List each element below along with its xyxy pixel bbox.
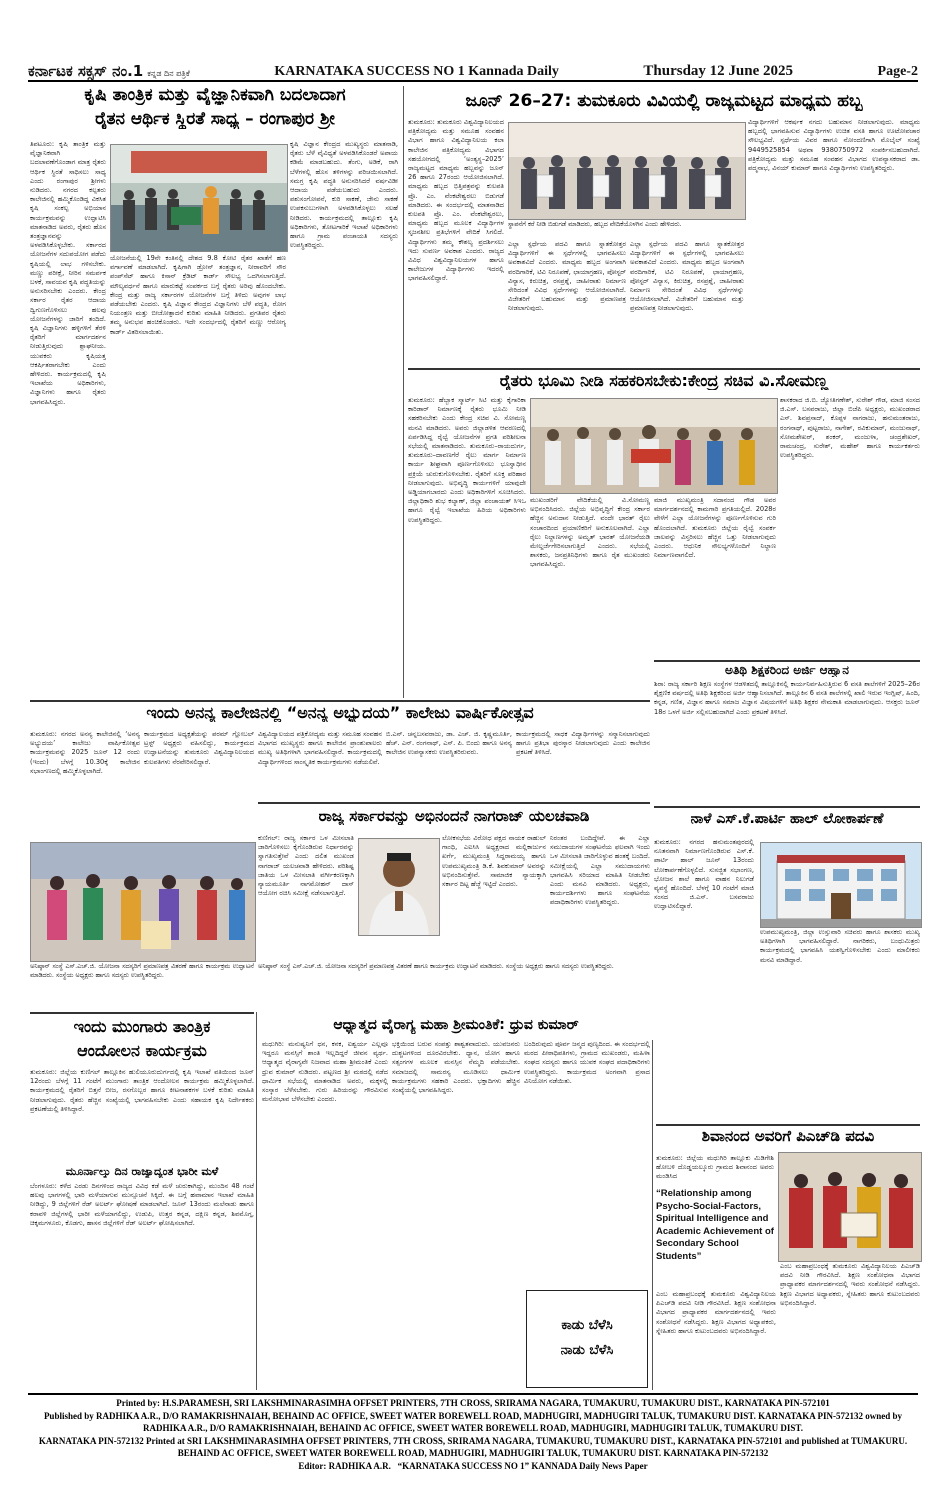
divider	[403, 86, 404, 698]
a2-photo	[508, 122, 746, 220]
a1-headline-2: ರೈತನ ಆರ್ಥಿಕ ಸ್ಥಿರತೆ ಸಾಧ್ಯ – ರಂಗಾಪುರ ಶ್ರೀ	[95, 110, 335, 129]
divider	[30, 1012, 254, 1014]
a7-headline: ನಾಳೆ ಎಸ್.ಕೆ.ಪಾರ್ಟಿ ಹಾಲ್ ಲೋಕಾರ್ಪಣೆ	[690, 812, 884, 827]
a5-body-col3: ವಿಶ್ವವಿದ್ಯಾಲಯದ ಪತ್ರಿಕೋದ್ಯಮ ಮತ್ತು ಸಮೂಹ ಸಂವಹನ ವಿಭಾಗದ ಮುಖ್ಯಸ್ಥರು ಹಾಗೂ ಕಾಲೇಜಿನ ಪ್ರಾಂಶುಪಾಲರು ಮುಖ್ಯ ಅತಿಥಿಗಳಾಗಿ ಭಾಗವಹಿಸಲಿದ್ದಾರೆ. ಕಾರ್ಯಕ್ರಮದಲ್ಲಿ ವಿದ್ಯಾರ್ಥಿಗಳಿಂದ ಸಾಂಸ್ಕೃತಿಕ ಕಾರ್ಯಕ್ರಮಗಳು ನಡೆಯಲಿವೆ.	[258, 730, 382, 766]
a1-body-col1: ತಿಪಟೂರು: ಕೃಷಿ ತಾಂತ್ರಿಕ ಮತ್ತು ವೈಜ್ಞಾನಿಕವಾಗಿ ಬದಲಾವಣೆಗೊಂಡಾಗ ಮಾತ್ರ ರೈತರು ಆರ್ಥಿಕ ಸ್ಥಿರತೆ ಸಾಧಿಸಲು ಸಾಧ್ಯ ಎಂದು ರಂಗಾಪುರ ಶ್ರೀಗಳು ನುಡಿದರು. ನಗರದ ಕಲ್ಪತರು ಕಾಲೇಜಿನಲ್ಲಿ ಹಮ್ಮಿಕೊಂಡಿದ್ದ ವಿಕಸಿತ ಕೃಷಿ ಸಂಕಲ್ಪ ಅಭಿಯಾನ ಕಾರ್ಯಕ್ರಮವನ್ನು ಉದ್ಘಾಟಿಸಿ ಮಾತನಾಡಿದ ಅವರು, ರೈತರು ಹೊಸ ತಂತ್ರಜ್ಞಾನವನ್ನು ಅಳವಡಿಸಿಕೊಳ್ಳಬೇಕು. ಸರ್ಕಾರದ ಯೋಜನೆಗಳ ಸದುಪಯೋಗ ಪಡೆದು ಕೃಷಿಯಲ್ಲಿ ಲಾಭ ಗಳಿಸಬೇಕು. ಮಣ್ಣು ಪರೀಕ್ಷೆ, ನೀರಿನ ಸಮರ್ಪಕ ಬಳಕೆ, ಸಾವಯವ ಕೃಷಿ ಪದ್ಧತಿಯನ್ನು ಅನುಸರಿಸಬೇಕು ಎಂದರು. ಕೇಂದ್ರ ಸರ್ಕಾರ ರೈತರ ಆದಾಯ ದ್ವಿಗುಣಗೊಳಿಸಲು ಹಲವು ಯೋಜನೆಗಳನ್ನು ಜಾರಿಗೆ ತಂದಿದೆ. ಕೃಷಿ ವಿಜ್ಞಾನಿಗಳು ಹಳ್ಳಿಗಳಿಗೆ ತೆರಳಿ ರೈತರಿಗೆ ಮಾರ್ಗದರ್ಶನ ನೀಡುತ್ತಿರುವುದು ಶ್ಲಾಘನೀಯ. ಯುವಕರು ಕೃಷಿಯತ್ತ ಆಕರ್ಷಿತರಾಗಬೇಕು ಎಂದು ಹೇಳಿದರು. ಕಾರ್ಯಕ್ರಮದಲ್ಲಿ ಕೃಷಿ ಇಲಾಖೆಯ ಅಧಿಕಾರಿಗಳು, ವಿಜ್ಞಾನಿಗಳು ಹಾಗೂ ರೈತರು ಭಾಗವಹಿಸಿದ್ದರು.	[30, 140, 106, 406]
a1-body-col3: ಕೃಷಿ ವಿಜ್ಞಾನ ಕೇಂದ್ರದ ಮುಖ್ಯಸ್ಥರು ಮಾತನಾಡಿ, ರೈತರು ಬೆಳೆ ವೈವಿಧ್ಯತೆ ಅಳವಡಿಸಿಕೊಂಡರೆ ಅಪಾಯ ಕಡಿಮೆ ಮಾಡಬಹುದು. ತೆಂಗು, ಅಡಿಕೆ, ರಾಗಿ ಬೆಳೆಗಳಲ್ಲಿ ಹೊಸ ತಳಿಗಳನ್ನು ಪರಿಚಯಿಸಲಾಗಿದೆ. ಸಮಗ್ರ ಕೃಷಿ ಪದ್ಧತಿ ಅನುಸರಿಸಿದರೆ ವರ್ಷವಿಡೀ ಆದಾಯ ಪಡೆಯಬಹುದು ಎಂದರು. ಪಶುಸಂಗೋಪನೆ, ಕುರಿ ಸಾಕಣೆ, ಜೇನು ಸಾಕಣೆ ಉಪಕಸುಬುಗಳಾಗಿ ಅಳವಡಿಸಿಕೊಳ್ಳಲು ಸಲಹೆ ನೀಡಿದರು. ಕಾರ್ಯಕ್ರಮದಲ್ಲಿ ತಾಲ್ಲೂಕು ಕೃಷಿ ಅಧಿಕಾರಿಗಳು, ತೋಟಗಾರಿಕೆ ಇಲಾಖೆ ಅಧಿಕಾರಿಗಳು ಹಾಗೂ ಗ್ರಾಮ ಪಂಚಾಯತಿ ಸದಸ್ಯರು ಉಪಸ್ಥಿತರಿದ್ದರು.	[290, 140, 398, 250]
a1-headline-1: ಕೃಷಿ ತಾಂತ್ರಿಕ ಮತ್ತು ವೈಜ್ಞಾನಿಕವಾಗಿ ಬದಲಾದಾಗ	[84, 86, 346, 105]
a11-body-right: ಎಂಬ ಮಹಾಪ್ರಬಂಧಕ್ಕೆ ತುಮಕೂರು ವಿಶ್ವವಿದ್ಯಾನಿಲಯ ಪಿಎಚ್‌ಡಿ ಪದವಿ ನೀಡಿ ಗೌರವಿಸಿದೆ. ಶಿಕ್ಷಣ ಸಂಶೋಧನಾ ವಿಭಾಗದ ಪ್ರಾಧ್ಯಾಪಕರ ಮಾರ್ಗದರ್ಶನದಲ್ಲಿ ಇವರು ಸಂಶೋಧನೆ ನಡೆಸಿದ್ದರು. ಶಿಕ್ಷಣ ವಿಭಾಗದ ಅಧ್ಯಾಪಕರು, ಸ್ನೇಹಿತರು ಹಾಗೂ ಕುಟುಂಬದವರು ಅಭಿನಂದಿಸಿದ್ದಾರೆ.	[780, 1262, 920, 1307]
slogan-box	[526, 1290, 648, 1388]
a3-body-col4: ಶಾಸಕರಾದ ಜಿ.ಬಿ. ಜ್ಯೋತಿಗಣೇಶ್, ಸುರೇಶ್ ಗೌಡ, ಮಾಜಿ ಸಂಸದ ಜಿ.ಎಸ್. ಬಸವರಾಜು, ಜಿಲ್ಲಾ ಬಿಜೆಪಿ ಅಧ್ಯಕ್ಷರು, ಮುಖಂಡರಾದ ಎಸ್. ಶಿವಪ್ರಸಾದ್, ಕೊಪ್ಪಳ ನಾಗರಾಜು, ಹನುಮಂತರಾಜು, ರಂಗನಾಥ್, ಪುಟ್ಟರಾಜು, ನಾಗೇಶ್, ರವಿಕುಮಾರ್, ಮಂಜುನಾಥ್, ಸೋಮಶೇಖರ್, ಶಂಕರ್, ಮಂಜುಳಾ, ಚಂದ್ರಶೇಖರ್, ರಾಮಚಂದ್ರ, ಸುರೇಶ್, ಮಹೇಶ್ ಹಾಗೂ ಕಾರ್ಯಕರ್ತರು ಉಪಸ್ಥಿತರಿದ್ದರು.	[780, 396, 920, 460]
a2-body-col2: ಎಲ್ಲಾ ಸ್ಪರ್ಧೆಯ ಪದವಿ ಹಾಗೂ ಸ್ನಾತಕೋತ್ತರ ವಿದ್ಯಾರ್ಥಿಗಳಿಗೆ ಈ ಸ್ಪರ್ಧೆಗಳಲ್ಲಿ ಭಾಗವಹಿಸಲು ಅವಕಾಶವಿದೆ ಎಂದರು. ಮಾಧ್ಯಮ ಹಬ್ಬದ ಅಂಗವಾಗಿ ವರದಿಗಾರಿಕೆ, ಟಿವಿ ನಿರೂಪಣೆ, ಛಾಯಾಗ್ರಹಣ, ಪೋಸ್ಟರ್ ವಿನ್ಯಾಸ, ಕಿರುಚಿತ್ರ, ರಸಪ್ರಶ್ನೆ, ಜಾಹೀರಾತು ನಿರ್ಮಾಣ ಸೇರಿದಂತೆ ವಿವಿಧ ಸ್ಪರ್ಧೆಗಳನ್ನು ಆಯೋಜಿಸಲಾಗಿದೆ. ವಿಜೇತರಿಗೆ ಬಹುಮಾನ ಮತ್ತು ಪ್ರಮಾಣಪತ್ರ ನೀಡಲಾಗುವುದು.	[508, 240, 626, 313]
a7-body-col1: ತುಮಕೂರು: ನಗರದ ಹನುಮಂತಪುರದಲ್ಲಿ ನೂತನವಾಗಿ ನಿರ್ಮಾಣಗೊಂಡಿರುವ ಎಸ್.ಕೆ. ಪಾರ್ಟಿ ಹಾಲ್ ಜೂನ್ 13ರಂದು ಲೋಕಾರ್ಪಣೆಗೊಳ್ಳಲಿದೆ. ಸುಸಜ್ಜಿತ ಸಭಾಂಗಣ, ಭೋಜನ ಶಾಲೆ ಹಾಗೂ ವಾಹನ ನಿಲುಗಡೆ ವ್ಯವಸ್ಥೆ ಹೊಂದಿದೆ. ಬೆಳಗ್ಗೆ 10 ಗಂಟೆಗೆ ಮಾಜಿ ಸಂಸದ ಜಿ.ಎಸ್. ಬಸವರಾಜು ಉದ್ಘಾಟಿಸಲಿದ್ದಾರೆ.	[654, 838, 754, 911]
a11-headline: ಶಿವಾನಂದ ಅವರಿಗೆ ಪಿಎಚ್‌ಡಿ ಪದವಿ	[701, 1128, 875, 1145]
a7-body-col2: ಉಪಮುಖ್ಯಮಂತ್ರಿ, ಜಿಲ್ಲಾ ಉಸ್ತುವಾರಿ ಸಚಿವರು ಹಾಗೂ ಶಾಸಕರು ಮುಖ್ಯ ಅತಿಥಿಗಳಾಗಿ ಭಾಗವಹಿಸಲಿದ್ದಾರೆ. ನಾಗರಿಕರು, ಬಂಧುಮಿತ್ರರು ಕಾರ್ಯಕ್ರಮದಲ್ಲಿ ಭಾಗವಹಿಸಿ ಯಶಸ್ವಿಗೊಳಿಸಬೇಕು ಎಂದು ಮಾಲೀಕರು ಮನವಿ ಮಾಡಿದ್ದಾರೆ.	[760, 928, 920, 964]
divider	[256, 1012, 257, 1390]
divider	[656, 1124, 920, 1126]
a4-body: ಶಿರಾ: ರಾಜ್ಯ ಸರ್ಕಾರಿ ಶಿಕ್ಷಣ ಸಂಸ್ಥೆಗಳ ಆಡಳಿತದಲ್ಲಿ ತಾಲ್ಲೂಕಿನಲ್ಲಿ ಕಾರ್ಯನಿರ್ವಹಿಸುತ್ತಿರುವ 6 ವಸತಿ ಶಾಲೆಗಳಿಗೆ 2025–26ರ ಶೈಕ್ಷಣಿಕ ವರ್ಷದಲ್ಲಿ ಅತಿಥಿ ಶಿಕ್ಷಕರಿಂದ ಅರ್ಜಿ ಆಹ್ವಾನಿಸಲಾಗಿದೆ. ತಾಲ್ಲೂಕಿನ 6 ವಸತಿ ಶಾಲೆಗಳಲ್ಲಿ ಖಾಲಿ ಇರುವ ಇಂಗ್ಲಿಷ್, ಹಿಂದಿ, ಕನ್ನಡ, ಗಣಿತ, ವಿಜ್ಞಾನ ಹಾಗೂ ಸಮಾಜ ವಿಜ್ಞಾನ ವಿಷಯಗಳಿಗೆ ಅತಿಥಿ ಶಿಕ್ಷಕರ ನೇಮಕಾತಿ ಮಾಡಲಾಗುವುದು. ಆಸಕ್ತರು ಜೂನ್ 18ರ ಒಳಗೆ ಅರ್ಜಿ ಸಲ್ಲಿಸಬಹುದಾಗಿದೆ ಎಂದು ಪ್ರಕಟಣೆ ತಿಳಿಸಿದೆ.	[654, 680, 920, 716]
imprint-line-2: Published by RADHIKA A.R., D/O RAMAKRISHNAIAH, BEHAIND AC OFFICE, SWEET WATER BOREWELL ROAD, MADHUGIRI, MADHUGIRI TALUK, TUMAKURU DIST. KARNATAKA PIN-572132 owned by RADHIKA A.R., D/O RAMAKRISHNAIAH, BEHAIND AC OFFICE, SWEET WATER BOREWELL ROAD, MADHUGIRI, MADHUGIRI TALUK, TUMAKURU DIST.	[43, 1410, 903, 1433]
a4-headline: ಅತಿಥಿ ಶಿಕ್ಷಕರಿಂದ ಅರ್ಜಿ ಆಹ್ವಾನ	[725, 664, 849, 677]
a9-body: ಬೆಂಗಳೂರು: ಕಳೆದ ಎರಡು ದಿನಗಳಿಂದ ರಾಜ್ಯದ ವಿವಿಧ ಕಡೆ ಮಳೆ ಚುರುಕಾಗಿದ್ದು, ಮುಂದಿನ 48 ಗಂಟೆ ಹಲವು ಭಾಗಗಳಲ್ಲಿ ಭಾರಿ ಮಳೆಯಾಗುವ ಮುನ್ಸೂಚನೆ ಸಿಕ್ಕಿದೆ. ಈ ಬಗ್ಗೆ ಹವಾಮಾನ ಇಲಾಖೆ ಮಾಹಿತಿ ನೀಡಿದ್ದು, 9 ಜಿಲ್ಲೆಗಳಿಗೆ ರೆಡ್ ಅಲರ್ಟ್ ಘೋಷಣೆ ಮಾಡಲಾಗಿದೆ. ಜೂನ್ 13ರಂದು ಮಲೆನಾಡು ಹಾಗೂ ಕರಾವಳಿ ಜಿಲ್ಲೆಗಳಲ್ಲಿ ಭಾರೀ ಮಳೆಯಾಗಲಿದ್ದು, ಉಡುಪಿ, ಉತ್ತರ ಕನ್ನಡ, ದಕ್ಷಿಣ ಕನ್ನಡ, ಶಿವಮೊಗ್ಗ, ಚಿಕ್ಕಮಗಳೂರು, ಕೊಡಗು, ಹಾಸನ ಜಿಲ್ಲೆಗಳಿಗೆ ರೆಡ್ ಅಲರ್ಟ್ ಘೋಷಿಸಲಾಗಿದೆ.	[30, 1182, 254, 1227]
slogan-line-1: ಕಾಡು ಬೆಳೆಸಿ	[561, 1319, 613, 1334]
a5-caption: ಅನಿಷ್ಠಾನ್ ಸಂಸ್ಥೆ ಎಸ್.ಎಚ್.ಜಿ. ಯೋಜನಾ ಸದಸ್ಯರಿಗೆ ಪ್ರಮಾಣಪತ್ರ ವಿತರಣೆ ಹಾಗೂ ಕಾರ್ಯಕ್ರಮ ಉದ್ಘಾಟನೆ ಮಾಡಿದರು. ಸಂಸ್ಥೆಯ ಅಧ್ಯಕ್ಷರು ಹಾಗೂ ಸದಸ್ಯರು ಉಪಸ್ಥಿತರಿದ್ದರು.	[30, 962, 254, 979]
a6-body-col2: ಲೋಕಸಭೆಯ ವಿರೋಧ ಪಕ್ಷದ ನಾಯಕ ರಾಹುಲ್ ಗಾಂಧಿ, ಎಐಸಿಸಿ ಅಧ್ಯಕ್ಷರಾದ ಮಲ್ಲಿಕಾರ್ಜುನ ಖರ್ಗೆ, ಮುಖ್ಯಮಂತ್ರಿ ಸಿದ್ದರಾಮಯ್ಯ ಹಾಗೂ ಉಪಮುಖ್ಯಮಂತ್ರಿ ಡಿ.ಕೆ. ಶಿವಕುಮಾರ್ ಅವರನ್ನು ಅಭಿನಂದಿಸುತ್ತೇವೆ. ಸಾಮಾಜಿಕ ನ್ಯಾಯಕ್ಕಾಗಿ ಸರ್ಕಾರ ದಿಟ್ಟ ಹೆಜ್ಜೆ ಇಟ್ಟಿದೆ ಎಂದರು.	[442, 834, 546, 889]
a8-headline-2: ಆಂದೋಲನ ಕಾರ್ಯಕ್ರಮ	[77, 1042, 207, 1060]
a10-body-col3: ಬಂದಿರುವುದು ಪೂರ್ವ ಜನ್ಮದ ಪುಣ್ಯದಿಂದ. ಈ ಸಂದರ್ಭದಲ್ಲಿ ಮಠದ ಪೀಠಾಧಿಪತಿಗಳು, ಗ್ರಾಮದ ಮುಖಂಡರು, ಮಹಿಳಾ ಸಂಘದ ಸದಸ್ಯರು ಹಾಗೂ ಯುವಕ ಸಂಘದ ಪದಾಧಿಕಾರಿಗಳು ಉಪಸ್ಥಿತರಿದ್ದರು. ಕಾರ್ಯಕ್ರಮದ ಅಂಗವಾಗಿ ಪ್ರಸಾದ ವಿನಿಯೋಗ ನಡೆಯಿತು.	[524, 1040, 650, 1085]
slogan-line-2: ನಾಡು ಬೆಳೆಸಿ	[560, 1344, 614, 1358]
a6-headline: ರಾಜ್ಯ ಸರ್ಕಾರವನ್ನು ಅಭಿನಂದನೆ ನಾಗರಾಜ್ ಯಲಚವಾಡಿ	[318, 808, 590, 825]
a7-photo	[760, 842, 922, 928]
a6-portrait	[358, 838, 440, 936]
a5-body-col1: ತುಮಕೂರು: ನಗರದ ಅನನ್ಯ ಕಾಲೇಜಿನಲ್ಲಿ ‘ಅನನ್ಯ ಅಭ್ಯುದಯ’ ಕಾಲೇಜು ವಾರ್ಷಿಕೋತ್ಸವ ಕಾರ್ಯಕ್ರಮವನ್ನು 2025 ಜೂನ್ 12 ರಂದು (ಇಂದು) ಬೆಳಗ್ಗೆ 10.30ಕ್ಕೆ ಕಾಲೇಜಿನ ಸಭಾಂಗಣದಲ್ಲಿ ಹಮ್ಮಿಕೊಳ್ಳಲಾಗಿದೆ.	[30, 730, 140, 775]
a3-body-col3: ಮಾಜಿ ಮುಖ್ಯಮಂತ್ರಿ ಸದಾನಂದ ಗೌಡ ಅವರ ಮಾರ್ಗದರ್ಶನದಲ್ಲಿ ಕಾಮಗಾರಿ ಪ್ರಗತಿಯಲ್ಲಿದೆ. 2028ರ ವೇಳೆಗೆ ಎಲ್ಲಾ ಯೋಜನೆಗಳನ್ನು ಪೂರ್ಣಗೊಳಿಸುವ ಗುರಿ ಹೊಂದಲಾಗಿದೆ. ತುಮಕೂರು ಜಿಲ್ಲೆಯ ರೈಲ್ವೆ ಸಂಪರ್ಕ ಜಾಲವನ್ನು ವಿಸ್ತರಿಸಲು ಹೆಚ್ಚಿನ ಒತ್ತು ನೀಡಲಾಗುವುದು ಎಂದರು. ಆಧುನಿಕ ಸೌಲಭ್ಯಗಳೊಂದಿಗೆ ನಿಲ್ದಾಣ ನಿರ್ಮಾಣವಾಗಲಿದೆ.	[654, 496, 776, 560]
a11-thesis-title: “Relationship among Psycho-Social-Factors, Spiritual Intelligence and Academic Achievement of Secondary School Students”	[656, 1188, 774, 1262]
a2-body-col1: ತುಮಕೂರು: ತುಮಕೂರು ವಿಶ್ವವಿದ್ಯಾನಿಲಯದ ಪತ್ರಿಕೋದ್ಯಮ ಮತ್ತು ಸಮೂಹ ಸಂವಹನ ವಿಭಾಗ ಹಾಗೂ ವಿಶ್ವವಿದ್ಯಾನಿಲಯ ಕಲಾ ಕಾಲೇಜಿನ ಪತ್ರಿಕೋದ್ಯಮ ವಿಭಾಗದ ಸಹಯೋಗದಲ್ಲಿ ‘ಅಂತ್ಯಸ್ಥ–2025’ ರಾಜ್ಯಮಟ್ಟದ ಮಾಧ್ಯಮ ಹಬ್ಬವನ್ನು ಜೂನ್ 26 ಹಾಗೂ 27ರಂದು ಆಯೋಜಿಸಲಾಗಿದೆ. ಮಾಧ್ಯಮ ಹಬ್ಬದ ಭಿತ್ತಿಪತ್ರವನ್ನು ಕುಲಪತಿ ಪ್ರೊ. ಎಂ. ವೆಂಕಟೇಶ್ವರಲು ಬಿಡುಗಡೆ ಮಾಡಿದರು. ಈ ಸಂದರ್ಭದಲ್ಲಿ ಮಾತನಾಡಿದ ಕುಲಪತಿ ಪ್ರೊ. ಎಂ. ವೆಂಕಟೇಶ್ವರಲು, ಮಾಧ್ಯಮ ಹಬ್ಬದ ಮೂಲಕ ವಿದ್ಯಾರ್ಥಿಗಳ ಸೃಜನಶೀಲ ಪ್ರತಿಭೆಗಳಿಗೆ ವೇದಿಕೆ ಸಿಗಲಿದೆ. ವಿದ್ಯಾರ್ಥಿಗಳು ತಮ್ಮ ಕೌಶಲ್ಯ ಪ್ರದರ್ಶಿಸಲು ಇದು ಸುವರ್ಣ ಅವಕಾಶ ಎಂದರು. ರಾಜ್ಯದ ವಿವಿಧ ವಿಶ್ವವಿದ್ಯಾನಿಲಯಗಳ ಹಾಗೂ ಕಾಲೇಜುಗಳ ವಿದ್ಯಾರ್ಥಿಗಳು ಇದರಲ್ಲಿ ಭಾಗವಹಿಸಲಿದ್ದಾರೆ.	[408, 118, 504, 283]
a10-body-col1: ಮಧುಗಿರಿ: ಮನುಷ್ಯನಿಗೆ ಧನ, ಕನಕ, ಐಶ್ವರ್ಯ ಎಲ್ಲವೂ ಇದ್ದರೂ ಮನಸ್ಸಿಗೆ ಶಾಂತಿ ಇಲ್ಲದಿದ್ದರೆ ಜೀವನ ವ್ಯರ್ಥ. ಆಧ್ಯಾತ್ಮದ ವೈರಾಗ್ಯವೇ ನಿಜವಾದ ಮಹಾ ಶ್ರೀಮಂತಿಕೆ ಎಂದು ಧ್ರುವ ಕುಮಾರ್ ನುಡಿದರು. ಪಟ್ಟಣದ ಶ್ರೀ ಮಠದಲ್ಲಿ ನಡೆದ ಧಾರ್ಮಿಕ ಸಭೆಯಲ್ಲಿ ಮಾತನಾಡಿದ ಅವರು, ಮಕ್ಕಳಲ್ಲಿ ಸಂಸ್ಕಾರ ಬೆಳೆಸಬೇಕು. ಗುರು ಹಿರಿಯರನ್ನು ಗೌರವಿಸುವ ಮನೋಭಾವ ಬೆಳೆಸಬೇಕು ಎಂದರು.	[262, 1040, 388, 1104]
a11-intro: ತುಮಕೂರು: ಜಿಲ್ಲೆಯ ಮಧುಗಿರಿ ತಾಲ್ಲೂಕು ಮಿಡಿಗೇಶಿ ಹೋಬಳಿ ದೊಡ್ಡಯಲ್ಕೂರು ಗ್ರಾಮದ ಶಿವಾನಂದ ಅವರು ಮಂಡಿಸಿದ	[656, 1154, 774, 1181]
masthead-date: Thursday 12 June 2025	[643, 63, 794, 79]
a5-body-col4: ಬಿ.ಎನ್. ಚನ್ನಬಸವರಾಜು, ಡಾ. ಎಚ್. ಜಿ. ಕೃಷ್ಣಮೂರ್ತಿ, ಹೆಚ್. ಎನ್. ರಂಗನಾಥ್, ಎಸ್. ಪಿ. ಬಿಂದು ಹಾಗೂ ಅನನ್ಯ ಕಾಲೇಜಿನ ಉಪನ್ಯಾಸಕರು ಉಪಸ್ಥಿತರಿರುವರು.	[386, 730, 512, 757]
imprint-editor-line	[28, 1460, 918, 1473]
a10-body-col2: ಭಕ್ತಿಯಿಂದ ಬರುವ ಸಂಪತ್ತು ಶಾಶ್ವತವಾದುದು. ಯುವಜನರು ದುಶ್ಚಟಗಳಿಂದ ದೂರವಿರಬೇಕು. ಧ್ಯಾನ, ಯೋಗ ಹಾಗೂ ಸತ್ಸಂಗಗಳ ಮೂಲಕ ಮನಸ್ಸಿನ ನೆಮ್ಮದಿ ಪಡೆಯಬೇಕು. ಸಮಾಜದಲ್ಲಿ ಸಾಮರಸ್ಯ ಮೂಡಿಸಲು ಧಾರ್ಮಿಕ ಕಾರ್ಯಕ್ರಮಗಳು ಸಹಕಾರಿ ಎಂದರು. ಭಕ್ತಾದಿಗಳು ಹೆಚ್ಚಿನ ಸಂಖ್ಯೆಯಲ್ಲಿ ಭಾಗವಹಿಸಿದ್ದರು.	[392, 1040, 520, 1095]
a5-headline: ಇಂದು ಅನನ್ಯ ಕಾಲೇಜಿನಲ್ಲಿ “ಅನನ್ಯ ಅಭ್ಯುದಯ” ಕಾಲೇಜು ವಾರ್ಷಿಕೋತ್ಸವ	[146, 704, 534, 722]
a5-body-col5: ಕಾರ್ಯಕ್ರಮದಲ್ಲಿ ಸಾಧಕ ವಿದ್ಯಾರ್ಥಿಗಳನ್ನು ಸನ್ಮಾನಿಸಲಾಗುವುದು ಹಾಗೂ ಪ್ರತಿಭಾ ಪುರಸ್ಕಾರ ನೀಡಲಾಗುವುದು ಎಂದು ಕಾಲೇಜಿನ ಪ್ರಕಟಣೆ ತಿಳಿಸಿದೆ.	[516, 730, 650, 757]
masthead	[28, 58, 918, 82]
divider	[654, 806, 920, 808]
imprint-footer	[28, 1393, 918, 1472]
imprint-line-1: Printed by: H.S.PARAMESH, SRI LAKSHMINARASIMHA OFFSET PRINTERS, 7TH CROSS, SRIRAMA NAGARA, TUMAKURU, TUMAKURU DIST., KARNATAKA PIN-572101	[116, 1398, 830, 1408]
paper-name: “KARNATAKA SUCCESS NO 1” KANNADA Daily News Paper	[397, 1460, 648, 1471]
a11-body-left: ಎಂಬ ಮಹಾಪ್ರಬಂಧಕ್ಕೆ ತುಮಕೂರು ವಿಶ್ವವಿದ್ಯಾನಿಲಯ ಪಿಎಚ್‌ಡಿ ಪದವಿ ನೀಡಿ ಗೌರವಿಸಿದೆ. ಶಿಕ್ಷಣ ಸಂಶೋಧನಾ ವಿಭಾಗದ ಪ್ರಾಧ್ಯಾಪಕರ ಮಾರ್ಗದರ್ಶನದಲ್ಲಿ ಇವರು ಸಂಶೋಧನೆ ನಡೆಸಿದ್ದರು. ಶಿಕ್ಷಣ ವಿಭಾಗದ ಅಧ್ಯಾಪಕರು, ಸ್ನೇಹಿತರು ಹಾಗೂ ಕುಟುಂಬದವರು ಅಭಿನಂದಿಸಿದ್ದಾರೆ.	[656, 1290, 776, 1335]
a3-body-col2: ಮುಖಂಡರಿಗೆ ವೇದಿಕೆಯಲ್ಲಿ ವಿ.ಸೋಮಣ್ಣ ಅಭಿನಂದಿಸಿದರು. ಜಿಲ್ಲೆಯ ಅಭಿವೃದ್ಧಿಗೆ ಕೇಂದ್ರ ಸರ್ಕಾರ ಹೆಚ್ಚಿನ ಅನುದಾನ ನೀಡುತ್ತಿದೆ. ವಂದೇ ಭಾರತ್ ರೈಲು ಸಂಚಾರದಿಂದ ಪ್ರಯಾಣಿಕರಿಗೆ ಅನುಕೂಲವಾಗಿದೆ. ಎಲ್ಲಾ ರೈಲು ನಿಲ್ದಾಣಗಳನ್ನು ಅಮೃತ್ ಭಾರತ್ ಯೋಜನೆಯಡಿ ಮೇಲ್ದರ್ಜೆಗೇರಿಸಲಾಗುತ್ತಿದೆ ಎಂದರು. ಸಭೆಯಲ್ಲಿ ಶಾಸಕರು, ಜನಪ್ರತಿನಿಧಿಗಳು ಹಾಗೂ ರೈತ ಮುಖಂಡರು ಭಾಗವಹಿಸಿದ್ದರು.	[530, 496, 650, 569]
divider	[652, 1040, 653, 1390]
editor-name: Editor: RADHIKA A.R.	[298, 1460, 391, 1471]
a11-photo	[778, 1152, 922, 1262]
a10-headline: ಆಧ್ಯಾತ್ಮದ ವೈರಾಗ್ಯ ಮಹಾ ಶ್ರೀಮಂತಿಕೆ: ಧ್ರುವ ಕುಮಾರ್	[333, 1018, 579, 1033]
a3-body-col1: ತುಮಕೂರು: ಹೆಬ್ಬಾಕ ಸ್ಮಾರ್ಟ್ ಸಿಟಿ ಮತ್ತು ಕೈಗಾರಿಕಾ ಕಾರಿಡಾರ್ ನಿರ್ಮಾಣಕ್ಕೆ ರೈತರು ಭೂಮಿ ನೀಡಿ ಸಹಕರಿಸಬೇಕು ಎಂದು ಕೇಂದ್ರ ಸಚಿವ ವಿ. ಸೋಮಣ್ಣ ಮನವಿ ಮಾಡಿದರು. ಅವರು ಜಿಲ್ಲಾಡಳಿತ ಆವರಣದಲ್ಲಿ ಏರ್ಪಡಿಸಿದ್ದ ರೈಲ್ವೆ ಯೋಜನೆಗಳ ಪ್ರಗತಿ ಪರಿಶೀಲನಾ ಸಭೆಯಲ್ಲಿ ಮಾತನಾಡಿದರು. ತುಮಕೂರು–ರಾಯದುರ್ಗ, ತುಮಕೂರು–ದಾವಣಗೆರೆ ರೈಲು ಮಾರ್ಗ ನಿರ್ಮಾಣ ಕಾರ್ಯ ಶೀಘ್ರವಾಗಿ ಪೂರ್ಣಗೊಳಿಸಲು ಭೂಸ್ವಾಧೀನ ಪ್ರಕ್ರಿಯೆ ಚುರುಕುಗೊಳಿಸಬೇಕು. ರೈತರಿಗೆ ಸೂಕ್ತ ಪರಿಹಾರ ನೀಡಲಾಗುವುದು. ಅಭಿವೃದ್ಧಿ ಕಾರ್ಯಗಳಿಗೆ ಯಾವುದೇ ಅಡ್ಡಿಯಾಗಬಾರದು ಎಂದು ಅಧಿಕಾರಿಗಳಿಗೆ ಸೂಚಿಸಿದರು. ಜಿಲ್ಲಾಧಿಕಾರಿ ಶುಭ ಕಲ್ಯಾಣ್, ಜಿಲ್ಲಾ ಪಂಚಾಯತ್ ಸಿಇಒ ಹಾಗೂ ರೈಲ್ವೆ ಇಲಾಖೆಯ ಹಿರಿಯ ಅಧಿಕಾರಿಗಳು ಉಪಸ್ಥಿತರಿದ್ದರು.	[408, 396, 526, 524]
divider	[654, 660, 920, 662]
a2-headline: ಜೂನ್ 26–27: ತುಮಕೂರು ವಿವಿಯಲ್ಲಿ ರಾಜ್ಯಮಟ್ಟದ ಮಾಧ್ಯಮ ಹಬ್ಬ	[465, 92, 863, 111]
masthead-english-title: KARNATAKA SUCCESS NO 1 Kannada Daily	[274, 64, 559, 79]
a2-body-col3: ವಿದ್ಯಾರ್ಥಿಗಳಿಗೆ ಆಕರ್ಷಕ ನಗದು ಬಹುಮಾನ ನೀಡಲಾಗುವುದು. ಮಾಧ್ಯಮ ಹಬ್ಬದಲ್ಲಿ ಭಾಗವಹಿಸುವ ವಿದ್ಯಾರ್ಥಿಗಳು ಉಚಿತ ವಸತಿ ಹಾಗೂ ಊಟೋಪಚಾರ ಸೌಲಭ್ಯವಿದೆ. ಸ್ಪರ್ಧೆಯ ವಿವರ ಹಾಗೂ ನೋಂದಣಿಗಾಗಿ ಮೊಬೈಲ್ ಸಂಖ್ಯೆ 9449525854 ಅಥವಾ 9380750972 ಸಂಪರ್ಕಿಸಬಹುದಾಗಿದೆ. ಪತ್ರಿಕೋದ್ಯಮ ಮತ್ತು ಸಮೂಹ ಸಂವಹನ ವಿಭಾಗದ ಉಪನ್ಯಾಸಕರಾದ ಡಾ. ಪದ್ಮನಾಭ, ವಿನಯ್ ಕುಮಾರ್ ಹಾಗೂ ವಿದ್ಯಾರ್ಥಿಗಳು ಉಪಸ್ಥಿತರಿದ್ದರು.	[748, 118, 920, 173]
a9-headline: ಮೂರ್ನಾಲ್ಕು ದಿನ ರಾಜ್ಯಾದ್ಯಂತ ಭಾರೀ ಮಳೆ	[65, 1166, 219, 1178]
a2-caption: ಸ್ಥಾಪನೆಗೆ ಕರೆ ನೀಡಿ ಬಿಡುಗಡೆ ಮಾಡಿದರು, ಹಬ್ಬದ ವೇದಿಕೆಯೊಳಗಿನ ಎಂದು ಹೇಳಿದರು.	[508, 220, 682, 228]
a5-photo	[30, 842, 256, 962]
a3-photo	[530, 398, 778, 494]
divider	[258, 802, 650, 804]
a1-photo	[110, 144, 288, 252]
a8-body: ತುಮಕೂರು: ಜಿಲ್ಲೆಯ ಕುಣಿಗಲ್ ತಾಲ್ಲೂಕಿನ ಹುಲಿಯೂರುದುರ್ಗದಲ್ಲಿ ಕೃಷಿ ಇಲಾಖೆ ವತಿಯಿಂದ ಜೂನ್ 12ರಂದು ಬೆಳಗ್ಗೆ 11 ಗಂಟೆಗೆ ಮುಂಗಾರು ತಾಂತ್ರಿಕ ಆಂದೋಲನ ಕಾರ್ಯಕ್ರಮ ಹಮ್ಮಿಕೊಳ್ಳಲಾಗಿದೆ. ಕಾರ್ಯಕ್ರಮದಲ್ಲಿ ರೈತರಿಗೆ ಬಿತ್ತನೆ ಬೀಜ, ರಸಗೊಬ್ಬರ ಹಾಗೂ ಕೀಟನಾಶಕಗಳ ಬಳಕೆ ಕುರಿತು ಮಾಹಿತಿ ನೀಡಲಾಗುವುದು. ರೈತರು ಹೆಚ್ಚಿನ ಸಂಖ್ಯೆಯಲ್ಲಿ ಭಾಗವಹಿಸಬೇಕು ಎಂದು ಸಹಾಯಕ ಕೃಷಿ ನಿರ್ದೇಶಕರು ಪ್ರಕಟಣೆಯಲ್ಲಿ ತಿಳಿಸಿದ್ದಾರೆ.	[30, 1068, 254, 1113]
divider	[30, 700, 650, 702]
masthead-logo: ಕರ್ನಾಟಕ ಸಕ್ಸಸ್ ನಂ.1 ಕನ್ನಡ ದಿನ ಪತ್ರಿಕೆ	[28, 62, 190, 80]
a6-body-col1: ಕುಣಿಗಲ್: ರಾಜ್ಯ ಸರ್ಕಾರ ಒಳ ಮೀಸಲಾತಿ ಜಾರಿಗೊಳಿಸಲು ಕೈಗೊಂಡಿರುವ ನಿರ್ಧಾರವನ್ನು ಸ್ವಾಗತಿಸುತ್ತೇವೆ ಎಂದು ದಲಿತ ಮುಖಂಡ ನಾಗರಾಜ್ ಯಲಚವಾಡಿ ಹೇಳಿದರು. ಪರಿಶಿಷ್ಟ ಜಾತಿಯ ಒಳ ಮೀಸಲಾತಿ ವರ್ಗೀಕರಣಕ್ಕಾಗಿ ನ್ಯಾಯಮೂರ್ತಿ ನಾಗಮೋಹನ್ ದಾಸ್ ಆಯೋಗ ರಚಿಸಿ ಸಮೀಕ್ಷೆ ನಡೆಸಲಾಗುತ್ತಿದೆ.	[258, 834, 354, 898]
a3-headline: ರೈತರು ಭೂಮಿ ನೀಡಿ ಸಹಕರಿಸಬೇಕು:ಕೇಂದ್ರ ಸಚಿವ ವಿ.ಸೋಮಣ್ಣ	[499, 372, 829, 390]
imprint-line-3: KARNATAKA PIN-572132 Printed at SRI LAKSHMINARASIMHA OFFSET PRINTERS, 7TH CROSS, SRIRAMA NAGARA, TUMAKURU, TUMAKURU DIST., KARNATAKA PIN-572101 and published at TUMAKURU. BEHAIND AC OFFICE, SWEET WATER BOREWELL ROAD, MADHUGIRI, MADHUGIRI TALUK, TUMAKURU DIST. KARNATAKA PIN-572132	[38, 1435, 908, 1458]
divider	[408, 368, 920, 370]
a1-body-col2: ಯೋಜನೆಯಲ್ಲಿ 19ನೇ ಕಂತಿನಲ್ಲಿ ದೇಶದ 9.8 ಕೋಟಿ ರೈತರ ಖಾತೆಗೆ ಹಣ ವರ್ಗಾವಣೆ ಮಾಡಲಾಗಿದೆ. ಕೃಷಿಗಾಗಿ ಡ್ರೋನ್ ತಂತ್ರಜ್ಞಾನ, ನೀರಾವರಿಗೆ ಸೌರ ಪಂಪ್‌ಸೆಟ್ ಹಾಗೂ ಕಿಸಾನ್ ಕ್ರೆಡಿಟ್ ಕಾರ್ಡ್ ಸೌಲಭ್ಯ ಒದಗಿಸಲಾಗುತ್ತಿದೆ. ಮೌಲ್ಯವರ್ಧನೆ ಹಾಗೂ ಮಾರುಕಟ್ಟೆ ಸಂಪರ್ಕದ ಬಗ್ಗೆ ರೈತರು ಅರಿವು ಹೊಂದಬೇಕು. ಕೇಂದ್ರ ಮತ್ತು ರಾಜ್ಯ ಸರ್ಕಾರಗಳ ಯೋಜನೆಗಳ ಬಗ್ಗೆ ತಿಳಿದು ಅವುಗಳ ಲಾಭ ಪಡೆಯಬೇಕು ಎಂದರು. ಕೃಷಿ ವಿಜ್ಞಾನ ಕೇಂದ್ರದ ವಿಜ್ಞಾನಿಗಳು ಬೆಳೆ ಪದ್ಧತಿ, ರೋಗ ನಿಯಂತ್ರಣ ಮತ್ತು ಬೀಜೋತ್ಪಾದನೆ ಕುರಿತು ಮಾಹಿತಿ ನೀಡಿದರು. ಪ್ರಗತಿಪರ ರೈತರು ತಮ್ಮ ಅನುಭವ ಹಂಚಿಕೊಂಡರು. ಇದೇ ಸಂದರ್ಭದಲ್ಲಿ ರೈತರಿಗೆ ಮಣ್ಣು ಆರೋಗ್ಯ ಕಾರ್ಡ್ ವಿತರಿಸಲಾಯಿತು.	[110, 254, 286, 336]
a6-body-col3: ನಿರಂತರ ಬಂದಿದ್ದೇವೆ. ಈ ಎಲ್ಲಾ ಸಮುದಾಯಗಳ ಸಂಘಟನೆಯ ಫಲವಾಗಿ ಇಂದು ಒಳ ಮೀಸಲಾತಿ ಜಾರಿಗೊಳ್ಳುವ ಹಂತಕ್ಕೆ ಬಂದಿದೆ. ಸಮೀಕ್ಷೆಯಲ್ಲಿ ಎಲ್ಲಾ ಸಮುದಾಯಗಳು ಭಾಗವಹಿಸಿ ಸರಿಯಾದ ಮಾಹಿತಿ ನೀಡಬೇಕು ಎಂದು ಮನವಿ ಮಾಡಿದರು. ಅಧ್ಯಕ್ಷರು, ಕಾರ್ಯದರ್ಶಿಗಳು ಹಾಗೂ ಸಂಘಟನೆಯ ಪದಾಧಿಕಾರಿಗಳು ಉಪಸ್ಥಿತರಿದ್ದರು.	[550, 834, 650, 907]
a8-headline-1: ಇಂದು ಮುಂಗಾರು ತಾಂತ್ರಿಕ	[73, 1018, 211, 1036]
page-number: Page-2	[877, 64, 918, 79]
a5-body-col2: ಕಾರ್ಯಕ್ರಮದ ಅಧ್ಯಕ್ಷತೆಯನ್ನು ಪರಮ್ ಗ್ಲೋಬಲ್ ಟ್ರಸ್ಟ್ ಅಧ್ಯಕ್ಷರು ವಹಿಸಲಿದ್ದು, ಕಾರ್ಯಕ್ರಮದ ಉದ್ಘಾಟನೆಯನ್ನು ತುಮಕೂರು ವಿಶ್ವವಿದ್ಯಾನಿಲಯದ ಕುಲಪತಿಗಳು ನೆರವೇರಿಸಲಿದ್ದಾರೆ.	[144, 730, 254, 766]
a5-caption-cont: ಅನಿಷ್ಠಾನ್ ಸಂಸ್ಥೆ ಎಸ್.ಎಚ್.ಜಿ. ಯೋಜನಾ ಸದಸ್ಯರಿಗೆ ಪ್ರಮಾಣಪತ್ರ ವಿತರಣೆ ಹಾಗೂ ಕಾರ್ಯಕ್ರಮ ಉದ್ಘಾಟನೆ ಮಾಡಿದರು. ಸಂಸ್ಥೆಯ ಅಧ್ಯಕ್ಷರು ಹಾಗೂ ಸದಸ್ಯರು ಉಪಸ್ಥಿತರಿದ್ದರು.	[258, 962, 614, 970]
a2-body-col2b: ಎಲ್ಲಾ ಸ್ಪರ್ಧೆಯ ಪದವಿ ಹಾಗೂ ಸ್ನಾತಕೋತ್ತರ ವಿದ್ಯಾರ್ಥಿಗಳಿಗೆ ಈ ಸ್ಪರ್ಧೆಗಳಲ್ಲಿ ಭಾಗವಹಿಸಲು ಅವಕಾಶವಿದೆ ಎಂದರು. ಮಾಧ್ಯಮ ಹಬ್ಬದ ಅಂಗವಾಗಿ ವರದಿಗಾರಿಕೆ, ಟಿವಿ ನಿರೂಪಣೆ, ಛಾಯಾಗ್ರಹಣ, ಪೋಸ್ಟರ್ ವಿನ್ಯಾಸ, ಕಿರುಚಿತ್ರ, ರಸಪ್ರಶ್ನೆ, ಜಾಹೀರಾತು ನಿರ್ಮಾಣ ಸೇರಿದಂತೆ ವಿವಿಧ ಸ್ಪರ್ಧೆಗಳನ್ನು ಆಯೋಜಿಸಲಾಗಿದೆ. ವಿಜೇತರಿಗೆ ಬಹುಮಾನ ಮತ್ತು ಪ್ರಮಾಣಪತ್ರ ನೀಡಲಾಗುವುದು.	[630, 240, 744, 313]
